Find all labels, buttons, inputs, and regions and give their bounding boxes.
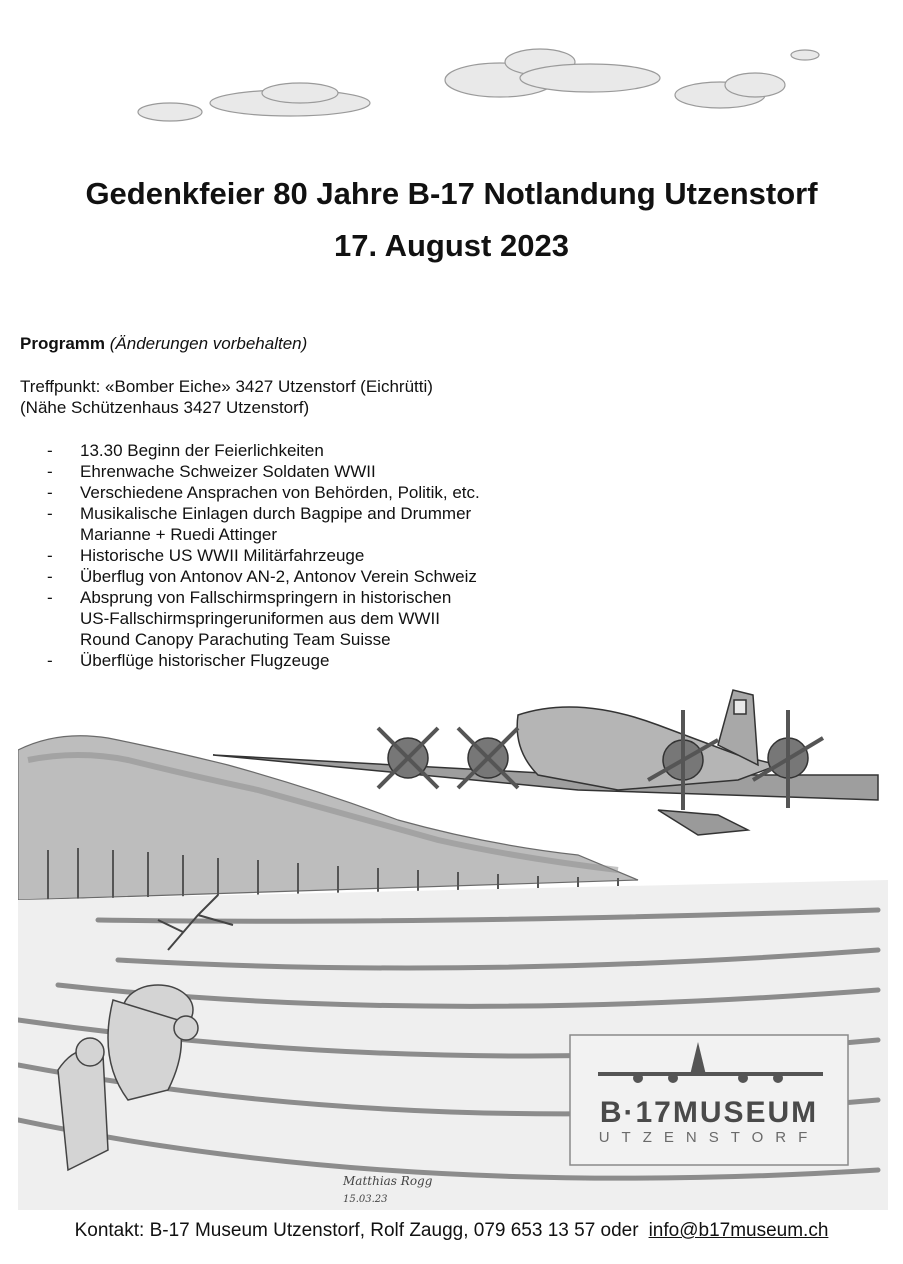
list-item — [20, 461, 480, 482]
dash-bullet: - — [47, 567, 53, 586]
list-item-text: Musikalische Einlagen durch Bagpipe and Drummer Marianne + Ruedi Attinger — [80, 504, 472, 544]
meeting-point — [20, 376, 433, 418]
b17-illustration — [18, 680, 888, 1210]
logo-sub: UTZENSTORF — [598, 1129, 820, 1146]
page-title: Gedenkfeier 80 Jahre B-17 Notlandung Utzenstorf — [85, 176, 818, 211]
signature-date: 15.03.23 — [343, 1194, 388, 1205]
meeting-point-detail: (Nähe Schützenhaus 3427 Utzenstorf) — [20, 398, 310, 417]
dash-bullet: - — [47, 441, 53, 460]
list-item — [20, 650, 480, 671]
list-item-text: Überflug von Antonov AN-2, Antonov Verein Schweiz — [80, 567, 477, 586]
artist-signature: Matthias Rogg — [343, 1174, 433, 1188]
list-item-text: 13.30 Beginn der Feierlichkeiten — [80, 441, 324, 460]
dash-bullet: - — [47, 504, 53, 523]
dash-bullet: - — [47, 651, 53, 670]
contact-email-link[interactable]: info@b17museum.ch — [648, 1220, 829, 1241]
contact-line — [0, 1220, 903, 1242]
dash-bullet: - — [47, 483, 53, 502]
program-heading — [20, 334, 307, 354]
list-item-text: Historische US WWII Militärfahrzeuge — [80, 546, 365, 565]
cloud-sketch — [0, 0, 903, 170]
meeting-point-line: Treffpunkt: «Bomber Eiche» 3427 Utzenstorf (Eichrütti) — [20, 377, 433, 396]
dash-bullet: - — [47, 546, 53, 565]
list-item — [20, 587, 480, 650]
program-note: (Änderungen vorbehalten) — [109, 334, 308, 353]
list-item — [20, 503, 480, 545]
list-item-text: Absprung von Fallschirmspringern in historischen US-Fallschirmspringeruniformen aus dem WWII Round Canopy Parachuting Team Suisse — [80, 588, 452, 649]
list-item — [20, 545, 480, 566]
event-date: 17. August 2023 — [334, 228, 569, 263]
list-item-text: Ehrenwache Schweizer Soldaten WWII — [80, 462, 376, 481]
logo-main: B·17MUSEUM — [599, 1096, 819, 1129]
contact-text: Kontakt: B-17 Museum Utzenstorf, Rolf Zaugg, 079 653 13 57 oder — [74, 1220, 639, 1241]
list-item — [20, 482, 480, 503]
list-item-text: Überflüge historischer Flugzeuge — [80, 651, 330, 670]
list-item — [20, 440, 480, 461]
list-item-text: Verschiedene Ansprachen von Behörden, Politik, etc. — [80, 483, 480, 502]
program-label: Programm — [20, 334, 106, 353]
list-item — [20, 566, 480, 587]
program-list — [20, 440, 480, 671]
b17-museum-logo — [570, 1035, 848, 1165]
dash-bullet: - — [47, 588, 53, 607]
dash-bullet: - — [47, 462, 53, 481]
